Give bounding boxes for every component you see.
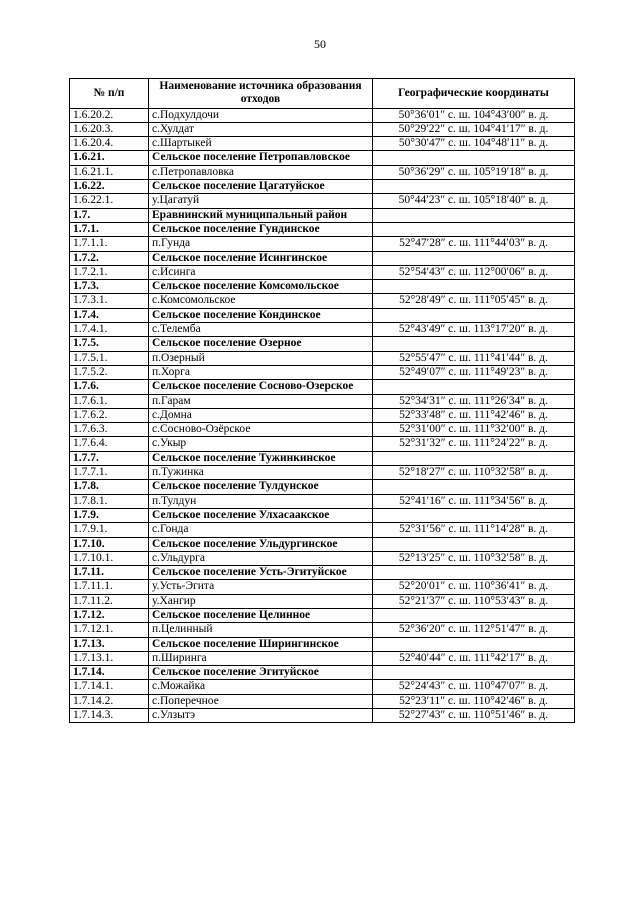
row-number: 1.7.3. <box>70 280 149 294</box>
row-number: 1.7.6.4. <box>70 437 149 451</box>
table-row <box>70 380 575 394</box>
row-source-name: Сельское поселение Ульдургинское <box>149 537 373 551</box>
table-row <box>70 108 575 122</box>
row-coordinates: 52°24′43″ с. ш. 110°47′07″ в. д. <box>373 680 575 694</box>
row-number: 1.6.20.2. <box>70 108 149 122</box>
waste-sources-table <box>69 78 575 723</box>
row-number: 1.7.10.1. <box>70 551 149 565</box>
row-coordinates: 52°40′44″ с. ш. 111°42′17″ в. д. <box>373 651 575 665</box>
row-source-name: Сельское поселение Цагатуйское <box>149 180 373 194</box>
row-coordinates <box>373 451 575 465</box>
row-coordinates: 50°29′22″ с. ш. 104°41′17″ в. д. <box>373 122 575 136</box>
row-coordinates: 52°55′47″ с. ш. 111°41′44″ в. д. <box>373 351 575 365</box>
row-source-name: с.Можайка <box>149 680 373 694</box>
header-num: № п/п <box>70 79 149 109</box>
row-number: 1.7.6.3. <box>70 423 149 437</box>
row-coordinates: 52°41′16″ с. ш. 111°34′56″ в. д. <box>373 494 575 508</box>
row-source-name: Сельское поселение Озерное <box>149 337 373 351</box>
row-source-name: п.Гунда <box>149 237 373 251</box>
row-source-name: с.Исинга <box>149 265 373 279</box>
row-source-name: с.Поперечное <box>149 694 373 708</box>
row-coordinates <box>373 608 575 622</box>
row-number: 1.7.14.2. <box>70 694 149 708</box>
row-source-name: п.Ширинга <box>149 651 373 665</box>
row-source-name: Еравнинский муниципальный район <box>149 208 373 222</box>
table-row <box>70 137 575 151</box>
row-coordinates: 52°43′49″ с. ш. 113°17′20″ в. д. <box>373 323 575 337</box>
row-number: 1.6.20.4. <box>70 137 149 151</box>
row-source-name: п.Тужинка <box>149 466 373 480</box>
row-coordinates: 52°49′07″ с. ш. 111°49′23″ в. д. <box>373 365 575 379</box>
row-number: 1.7.5.2. <box>70 365 149 379</box>
row-coordinates <box>373 222 575 236</box>
row-number: 1.7.10. <box>70 537 149 551</box>
row-source-name: Сельское поселение Улхасаакское <box>149 508 373 522</box>
row-source-name: Сельское поселение Петропавловское <box>149 151 373 165</box>
row-coordinates <box>373 566 575 580</box>
row-number: 1.6.21.1. <box>70 165 149 179</box>
table-row <box>70 180 575 194</box>
row-coordinates <box>373 380 575 394</box>
table-row <box>70 508 575 522</box>
row-coordinates: 52°33′48″ с. ш. 111°42′46″ в. д. <box>373 408 575 422</box>
row-source-name: Сельское поселение Тулдунское <box>149 480 373 494</box>
row-number: 1.6.22. <box>70 180 149 194</box>
table-row <box>70 709 575 723</box>
row-source-name: с.Домна <box>149 408 373 422</box>
table-row <box>70 237 575 251</box>
row-coordinates: 52°27′43″ с. ш. 110°51′46″ в. д. <box>373 709 575 723</box>
row-coordinates <box>373 637 575 651</box>
table-row <box>70 394 575 408</box>
page-number: 50 <box>314 37 326 51</box>
table-header-row <box>70 79 575 109</box>
row-number: 1.7.7. <box>70 451 149 465</box>
row-source-name: с.Хулдат <box>149 122 373 136</box>
row-source-name: с.Сосново-Озёрское <box>149 423 373 437</box>
row-coordinates <box>373 208 575 222</box>
row-coordinates <box>373 308 575 322</box>
row-source-name: с.Гонда <box>149 523 373 537</box>
row-source-name: с.Укыр <box>149 437 373 451</box>
row-number: 1.7. <box>70 208 149 222</box>
row-number: 1.7.12.1. <box>70 623 149 637</box>
row-source-name: с.Улзытэ <box>149 709 373 723</box>
row-source-name: Сельское поселение Исингинское <box>149 251 373 265</box>
row-number: 1.7.7.1. <box>70 466 149 480</box>
row-number: 1.7.12. <box>70 608 149 622</box>
row-number: 1.7.5. <box>70 337 149 351</box>
row-coordinates: 52°18′27″ с. ш. 110°32′58″ в. д. <box>373 466 575 480</box>
row-number: 1.7.2. <box>70 251 149 265</box>
row-source-name: с.Телемба <box>149 323 373 337</box>
row-number: 1.7.4.1. <box>70 323 149 337</box>
row-coordinates: 52°47′28″ с. ш. 111°44′03″ в. д. <box>373 237 575 251</box>
table-row <box>70 365 575 379</box>
table-body <box>70 108 575 723</box>
row-coordinates <box>373 251 575 265</box>
table-row <box>70 437 575 451</box>
table-row <box>70 480 575 494</box>
row-number: 1.7.6.1. <box>70 394 149 408</box>
table-row <box>70 151 575 165</box>
row-source-name: Сельское поселение Целинное <box>149 608 373 622</box>
row-number: 1.7.6. <box>70 380 149 394</box>
row-coordinates <box>373 151 575 165</box>
row-number: 1.7.1. <box>70 222 149 236</box>
table-row <box>70 408 575 422</box>
row-number: 1.7.8.1. <box>70 494 149 508</box>
table-row <box>70 280 575 294</box>
row-source-name: с.Ульдурга <box>149 551 373 565</box>
row-coordinates: 52°34′31″ с. ш. 111°26′34″ в. д. <box>373 394 575 408</box>
row-source-name: Сельское поселение Комсомольское <box>149 280 373 294</box>
table-row <box>70 165 575 179</box>
table-row <box>70 222 575 236</box>
table-row <box>70 637 575 651</box>
row-coordinates: 52°31′56″ с. ш. 111°14′28″ в. д. <box>373 523 575 537</box>
table-row <box>70 294 575 308</box>
row-number: 1.7.9. <box>70 508 149 522</box>
row-number: 1.7.2.1. <box>70 265 149 279</box>
row-coordinates <box>373 180 575 194</box>
row-source-name: с.Шартыкей <box>149 137 373 151</box>
row-coordinates: 50°36′29″ с. ш. 105°19′18″ в. д. <box>373 165 575 179</box>
row-coordinates <box>373 480 575 494</box>
row-coordinates <box>373 666 575 680</box>
row-number: 1.7.5.1. <box>70 351 149 365</box>
row-coordinates <box>373 280 575 294</box>
table-row <box>70 251 575 265</box>
row-coordinates: 50°30′47″ с. ш. 104°48′11″ в. д. <box>373 137 575 151</box>
table-row <box>70 351 575 365</box>
row-source-name: п.Целинный <box>149 623 373 637</box>
table-row <box>70 580 575 594</box>
row-number: 1.7.3.1. <box>70 294 149 308</box>
row-source-name: Сельское поселение Сосново-Озерское <box>149 380 373 394</box>
row-number: 1.7.6.2. <box>70 408 149 422</box>
row-source-name: п.Хорга <box>149 365 373 379</box>
row-coordinates: 52°31′32″ с. ш. 111°24′22″ в. д. <box>373 437 575 451</box>
row-coordinates <box>373 537 575 551</box>
header-name: Наименование источника образования отходов <box>149 79 373 109</box>
row-number: 1.7.11. <box>70 566 149 580</box>
row-number: 1.7.14.3. <box>70 709 149 723</box>
table-row <box>70 523 575 537</box>
row-number: 1.7.13.1. <box>70 651 149 665</box>
row-number: 1.7.4. <box>70 308 149 322</box>
row-number: 1.7.13. <box>70 637 149 651</box>
table-row <box>70 451 575 465</box>
row-coordinates: 52°13′25″ с. ш. 110°32′58″ в. д. <box>373 551 575 565</box>
table-row <box>70 308 575 322</box>
row-coordinates <box>373 337 575 351</box>
row-number: 1.7.11.1. <box>70 580 149 594</box>
row-coordinates: 52°28′49″ с. ш. 111°05′45″ в. д. <box>373 294 575 308</box>
row-coordinates <box>373 508 575 522</box>
row-coordinates: 52°54′43″ с. ш. 112°00′06″ в. д. <box>373 265 575 279</box>
row-source-name: с.Комсомольское <box>149 294 373 308</box>
table-row <box>70 265 575 279</box>
row-number: 1.7.1.1. <box>70 237 149 251</box>
row-coordinates: 50°36′01″ с. ш. 104°43′00″ в. д. <box>373 108 575 122</box>
row-source-name: п.Озерный <box>149 351 373 365</box>
row-number: 1.7.8. <box>70 480 149 494</box>
row-source-name: Сельское поселение Эгитуйское <box>149 666 373 680</box>
header-coords: Географические координаты <box>373 79 575 109</box>
table-row <box>70 594 575 608</box>
table-row <box>70 194 575 208</box>
row-source-name: Сельское поселение Тужинкинское <box>149 451 373 465</box>
table-row <box>70 608 575 622</box>
row-number: 1.7.14. <box>70 666 149 680</box>
table-row <box>70 208 575 222</box>
row-coordinates: 52°21′37″ с. ш. 110°53′43″ в. д. <box>373 594 575 608</box>
row-source-name: Сельское поселение Гундинское <box>149 222 373 236</box>
row-source-name: Сельское поселение Усть-Эгитуйское <box>149 566 373 580</box>
row-source-name: у.Цагатуй <box>149 194 373 208</box>
row-source-name: п.Гарам <box>149 394 373 408</box>
table-row <box>70 680 575 694</box>
row-source-name: Сельское поселение Кондинское <box>149 308 373 322</box>
table-row <box>70 651 575 665</box>
row-coordinates: 52°20′01″ с. ш. 110°36′41″ в. д. <box>373 580 575 594</box>
table-row <box>70 337 575 351</box>
table-row <box>70 323 575 337</box>
table-row <box>70 623 575 637</box>
row-source-name: у.Усть-Эгита <box>149 580 373 594</box>
row-source-name: с.Петропавловка <box>149 165 373 179</box>
table-row <box>70 694 575 708</box>
row-number: 1.6.21. <box>70 151 149 165</box>
row-number: 1.7.14.1. <box>70 680 149 694</box>
table-row <box>70 551 575 565</box>
table-row <box>70 122 575 136</box>
row-number: 1.7.9.1. <box>70 523 149 537</box>
row-source-name: с.Подхулдочи <box>149 108 373 122</box>
table-row <box>70 466 575 480</box>
table-row <box>70 666 575 680</box>
table-row <box>70 423 575 437</box>
row-source-name: п.Тулдун <box>149 494 373 508</box>
row-number: 1.7.11.2. <box>70 594 149 608</box>
row-coordinates: 52°36′20″ с. ш. 112°51′47″ в. д. <box>373 623 575 637</box>
row-number: 1.6.22.1. <box>70 194 149 208</box>
row-coordinates: 50°44′23″ с. ш. 105°18′40″ в. д. <box>373 194 575 208</box>
row-number: 1.6.20.3. <box>70 122 149 136</box>
row-source-name: у.Хангир <box>149 594 373 608</box>
row-source-name: Сельское поселение Ширингинское <box>149 637 373 651</box>
table-row <box>70 494 575 508</box>
row-coordinates: 52°23′11″ с. ш. 110°42′46″ в. д. <box>373 694 575 708</box>
table-row <box>70 537 575 551</box>
row-coordinates: 52°31′00″ с. ш. 111°32′00″ в. д. <box>373 423 575 437</box>
table-row <box>70 566 575 580</box>
